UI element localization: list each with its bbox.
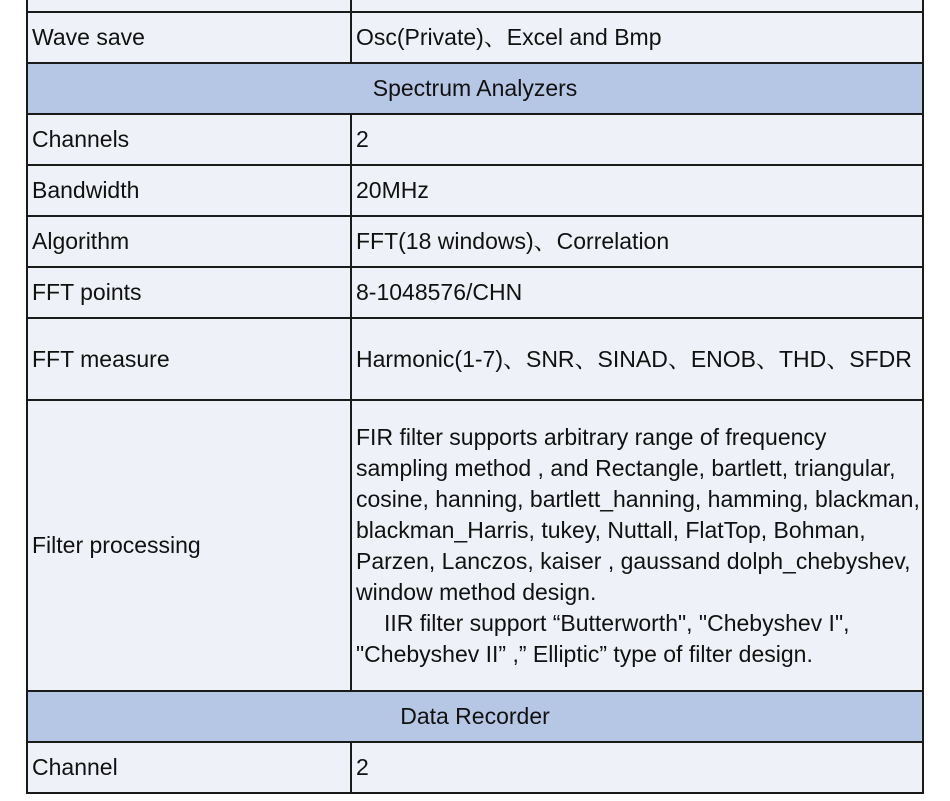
table-row-bandwidth bbox=[27, 165, 923, 216]
bandwidth-value: 20MHz bbox=[351, 165, 923, 216]
fft-measure-value: Harmonic(1-7)、SNR、SINAD、ENOB、THD、SFDR bbox=[351, 318, 923, 400]
specification-table bbox=[26, 0, 924, 794]
iir-filter-description: IIR filter support “Butterworth", "Chebyshev I", "Chebyshev II” ,” Elliptic” type of filter design. bbox=[356, 609, 850, 667]
table-row-channels bbox=[27, 114, 923, 165]
fft-measure-label: FFT measure bbox=[27, 318, 351, 400]
fft-points-label: FFT points bbox=[27, 267, 351, 318]
filter-processing-value bbox=[351, 400, 923, 691]
table-row-partial bbox=[27, 0, 923, 12]
row-value bbox=[351, 0, 923, 12]
wave-save-label: Wave save bbox=[27, 12, 351, 63]
section-header-data-recorder bbox=[27, 691, 923, 742]
table-row-fft-points bbox=[27, 267, 923, 318]
algorithm-value: FFT(18 windows)、Correlation bbox=[351, 216, 923, 267]
fir-filter-description: FIR filter supports arbitrary range of frequency sampling method , and Rectangle, bartlett, triangular, cosine, hanning, bartlett_hanning, hamming, blackman, blackman_Harris, tukey, Nuttall, FlatTop, Bohman, Parzen, Lanczos, kaiser , gaussand dolph_chebyshev, window method design. bbox=[356, 423, 920, 605]
section-title: Spectrum Analyzers bbox=[27, 63, 923, 114]
fft-points-value: 8-1048576/CHN bbox=[351, 267, 923, 318]
table-row-fft-measure bbox=[27, 318, 923, 400]
table-row-channel bbox=[27, 742, 923, 793]
channel-label: Channel bbox=[27, 742, 351, 793]
table-row-algorithm bbox=[27, 216, 923, 267]
channel-value: 2 bbox=[351, 742, 923, 793]
section-title: Data Recorder bbox=[27, 691, 923, 742]
channels-value: 2 bbox=[351, 114, 923, 165]
wave-save-value: Osc(Private)、Excel and Bmp bbox=[351, 12, 923, 63]
filter-processing-label: Filter processing bbox=[27, 400, 351, 691]
section-header-spectrum-analyzers bbox=[27, 63, 923, 114]
table-row-filter-processing bbox=[27, 400, 923, 691]
channels-label: Channels bbox=[27, 114, 351, 165]
row-label bbox=[27, 0, 351, 12]
bandwidth-label: Bandwidth bbox=[27, 165, 351, 216]
table-row-wave-save bbox=[27, 12, 923, 63]
algorithm-label: Algorithm bbox=[27, 216, 351, 267]
